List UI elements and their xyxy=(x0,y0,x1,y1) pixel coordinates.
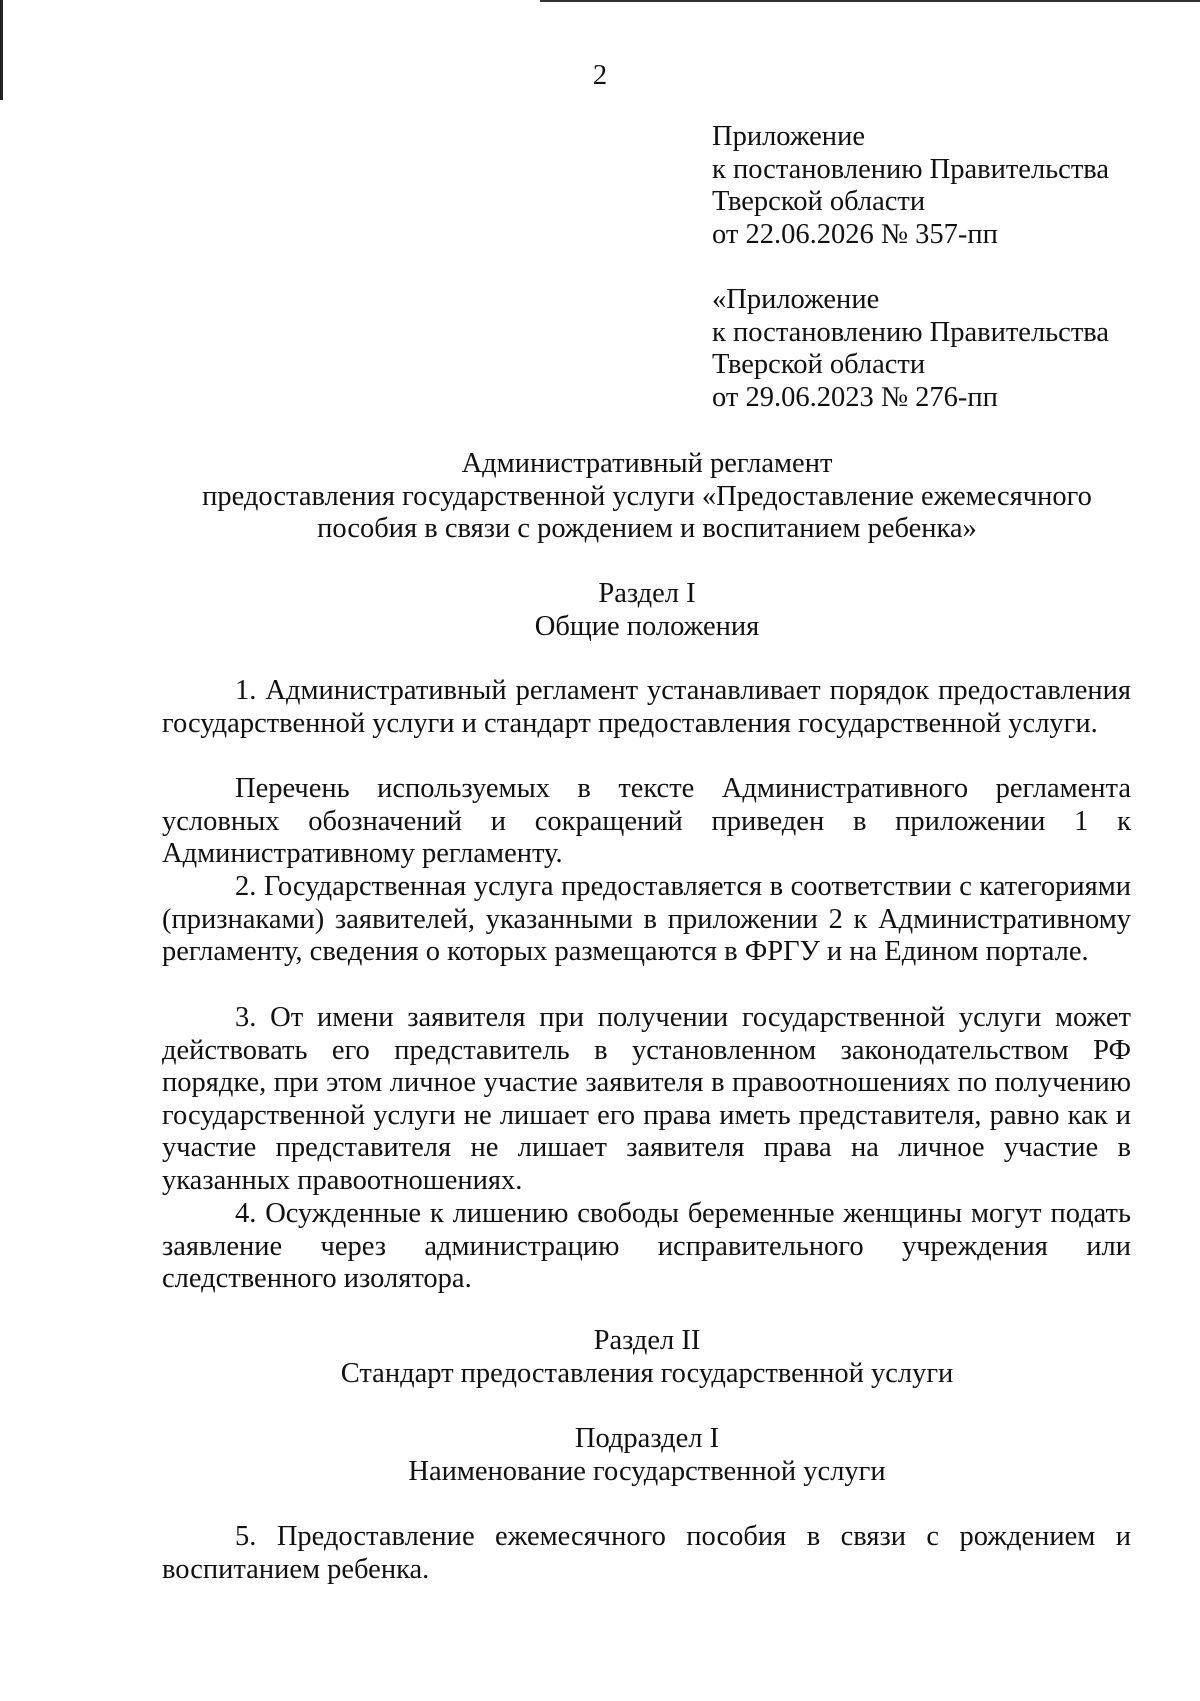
section-label: Раздел I xyxy=(598,578,696,609)
appendix-line: от 29.06.2023 № 276-пп xyxy=(712,381,998,413)
appendix-heading-current xyxy=(712,121,1109,251)
paragraph-5: 5. Предоставление ежемесячного пособия в связи с рождением и воспитанием ребенка. xyxy=(162,1521,1131,1585)
subsection-1-heading xyxy=(100,1423,1194,1488)
title-line: Административный регламент xyxy=(461,448,833,479)
appendix-line: от 22.06.2026 № 357-пп xyxy=(712,218,998,250)
section-name: Стандарт предоставления государственной услуги xyxy=(340,1357,954,1389)
document-title xyxy=(100,448,1194,546)
appendix-line: «Приложение xyxy=(712,284,880,315)
section-2-heading xyxy=(100,1325,1194,1390)
paragraph-4: 4. Осужденные к лишению свободы беременные женщины могут подать заявление через администрацию исправительного учреждения или следственного изолятора. xyxy=(162,1198,1131,1294)
paragraph-1-list: Перечень используемых в тексте Административного регламента условных обозначений и сокращений приведен в приложении 1 к Административному регламенту. xyxy=(162,773,1131,869)
subsection-name: Наименование государственной услуги xyxy=(408,1455,886,1487)
paragraph-3: 3. От имени заявителя при получении государственной услуги может действовать его представитель в установленном законодательством РФ порядке, при этом личное участие заявителя в правоотношениях по получению государственной услуги не лишает его права иметь представителя, равно как и участие представителя не лишает заявителя права на личное участие в указанных правоотношениях. xyxy=(162,1002,1131,1196)
appendix-line: Тверской области xyxy=(712,349,926,380)
section-name: Общие положения xyxy=(534,610,760,642)
appendix-line: к постановлению Правительства xyxy=(712,153,1110,185)
appendix-line: к постановлению Правительства xyxy=(712,316,1110,348)
title-line: пособия в связи с рождением и воспитанием ребенка» xyxy=(317,513,977,544)
title-line: предоставления государственной услуги «Предоставление ежемесячного xyxy=(202,480,1092,512)
appendix-line: Приложение xyxy=(712,121,865,152)
paragraph-2: 2. Государственная услуга предоставляется в соответствии с категориями (признаками) заявителей, указанными в приложении 2 к Административному регламенту, сведения о которых размещаются в ФРГУ и на Едином портале. xyxy=(162,871,1131,967)
appendix-line: Тверской области xyxy=(712,186,926,217)
page-number: 2 xyxy=(592,60,608,91)
appendix-heading-original xyxy=(712,284,1109,414)
subsection-label: Подраздел I xyxy=(574,1423,720,1454)
paragraph-1: 1. Административный регламент устанавливает порядок предоставления государственной услуги и стандарт предоставления государственной услуги. xyxy=(162,675,1131,739)
scan-edge-top xyxy=(540,0,1200,2)
section-1-heading xyxy=(100,578,1194,643)
section-label: Раздел II xyxy=(593,1325,701,1356)
